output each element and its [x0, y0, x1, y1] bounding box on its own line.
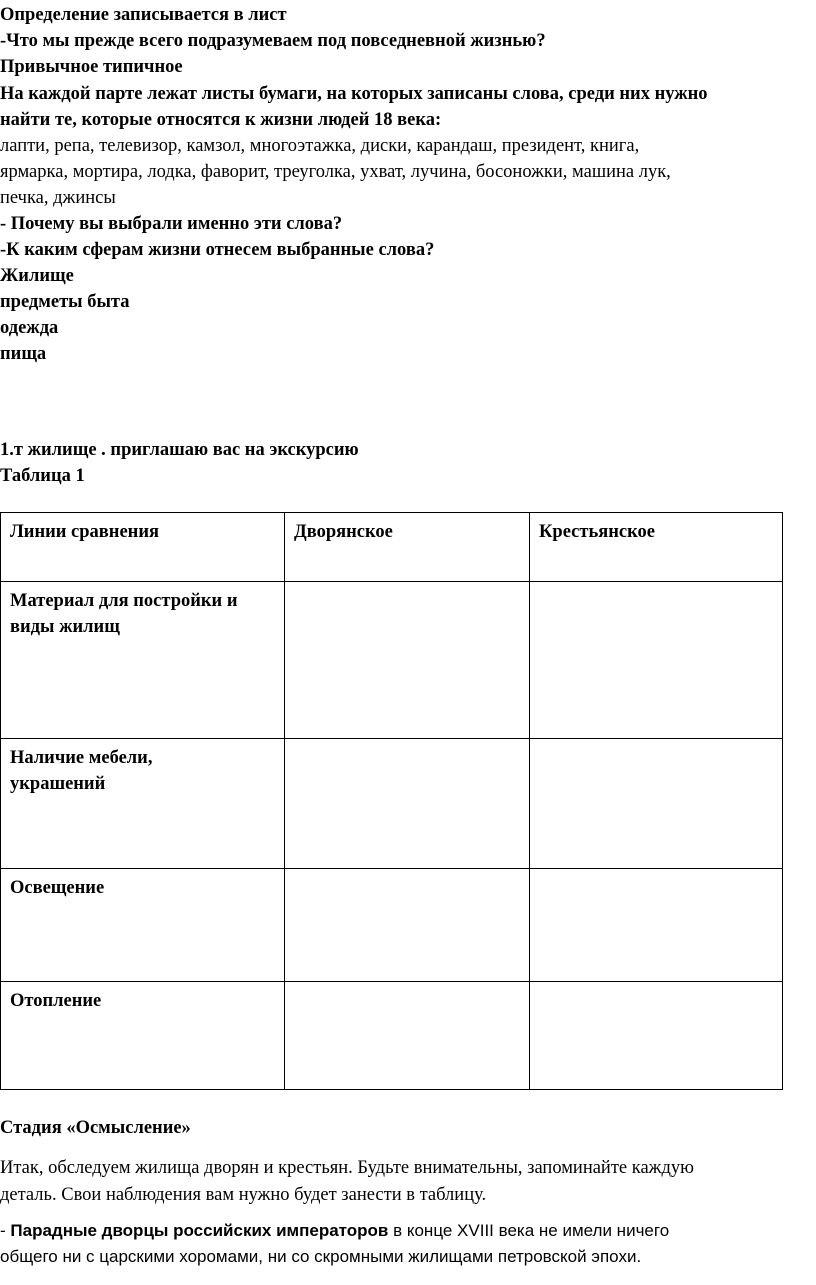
section-heading: 1.т жилище . приглашаю вас на экскурсию — [0, 440, 359, 460]
row-label-heating — [1, 982, 285, 1090]
row-label-line: Наличие мебели, — [10, 748, 153, 768]
stage-paragraph-line-1: Итак, обследуем жилища дворян и крестьян. Будьте внимательны, запоминайте каждую — [0, 1158, 694, 1178]
empty-cell[interactable] — [285, 869, 530, 982]
palaces-rest: в конце XVIII века не имели ничего — [388, 1221, 670, 1240]
sphere-item: одежда — [0, 318, 59, 338]
intro-task-line-2: найти те, которые относятся к жизни людей 18 века: — [0, 110, 442, 130]
stage-paragraph2-line-1 — [0, 1218, 669, 1244]
word-list-line-2: ярмарка, мортира, лодка, фаворит, треуголка, ухват, лучина, босоножки, машина лук, — [0, 162, 671, 182]
table-row — [1, 982, 783, 1090]
table-row — [1, 582, 783, 739]
question-spheres: -К каким сферам жизни отнесем выбранные слова? — [0, 240, 435, 260]
sphere-item: пища — [0, 344, 47, 364]
row-label-line: виды жилищ — [10, 617, 120, 637]
table-title: Таблица 1 — [0, 466, 85, 486]
header-cell-noble: Дворянское — [285, 513, 530, 582]
dash: - — [0, 1221, 11, 1240]
row-label-furniture — [1, 739, 285, 869]
row-label-material — [1, 582, 285, 739]
row-label-line: Освещение — [10, 878, 105, 898]
empty-cell[interactable] — [530, 869, 783, 982]
empty-cell[interactable] — [530, 582, 783, 739]
stage-paragraph-line-2: деталь. Свои наблюдения вам нужно будет занести в таблицу. — [0, 1185, 487, 1205]
intro-task-line-1: На каждой парте лежат листы бумаги, на которых записаны слова, среди них нужно — [0, 84, 708, 104]
palaces-bold-phrase: Парадные дворцы российских императоров — [10, 1221, 389, 1240]
intro-line-definition: Определение записывается в лист — [0, 5, 287, 25]
empty-cell[interactable] — [530, 739, 783, 869]
empty-cell[interactable] — [285, 739, 530, 869]
empty-cell[interactable] — [285, 982, 530, 1090]
row-label-line: Отопление — [10, 991, 102, 1011]
header-cell-peasant: Крестьянское — [530, 513, 783, 582]
row-label-line: Материал для постройки и — [10, 591, 238, 611]
intro-answer-habitual: Привычное типичное — [0, 57, 183, 77]
table-row — [1, 869, 783, 982]
word-list-line-3: печка, джинсы — [0, 188, 116, 208]
row-label-line: украшений — [10, 774, 106, 794]
stage-paragraph2-line-2: общего ни с царскими хоромами, ни со скромными жилищами петровской эпохи. — [0, 1247, 642, 1266]
table-row — [1, 739, 783, 869]
intro-question-everyday-life: -Что мы прежде всего подразумеваем под повседневной жизнью? — [0, 31, 546, 51]
sphere-item: предметы быта — [0, 292, 130, 312]
question-why-words: - Почему вы выбрали именно эти слова? — [0, 214, 343, 234]
word-list-line-1: лапти, репа, телевизор, камзол, многоэтажка, диски, карандаш, президент, книга, — [0, 136, 640, 156]
comparison-table — [0, 512, 783, 1090]
row-label-lighting — [1, 869, 285, 982]
sphere-item: Жилище — [0, 266, 74, 286]
empty-cell[interactable] — [285, 582, 530, 739]
table-header-row — [1, 513, 783, 582]
stage-title: Стадия «Осмысление» — [0, 1118, 191, 1138]
empty-cell[interactable] — [530, 982, 783, 1090]
header-cell-comparison: Линии сравнения — [1, 513, 285, 582]
